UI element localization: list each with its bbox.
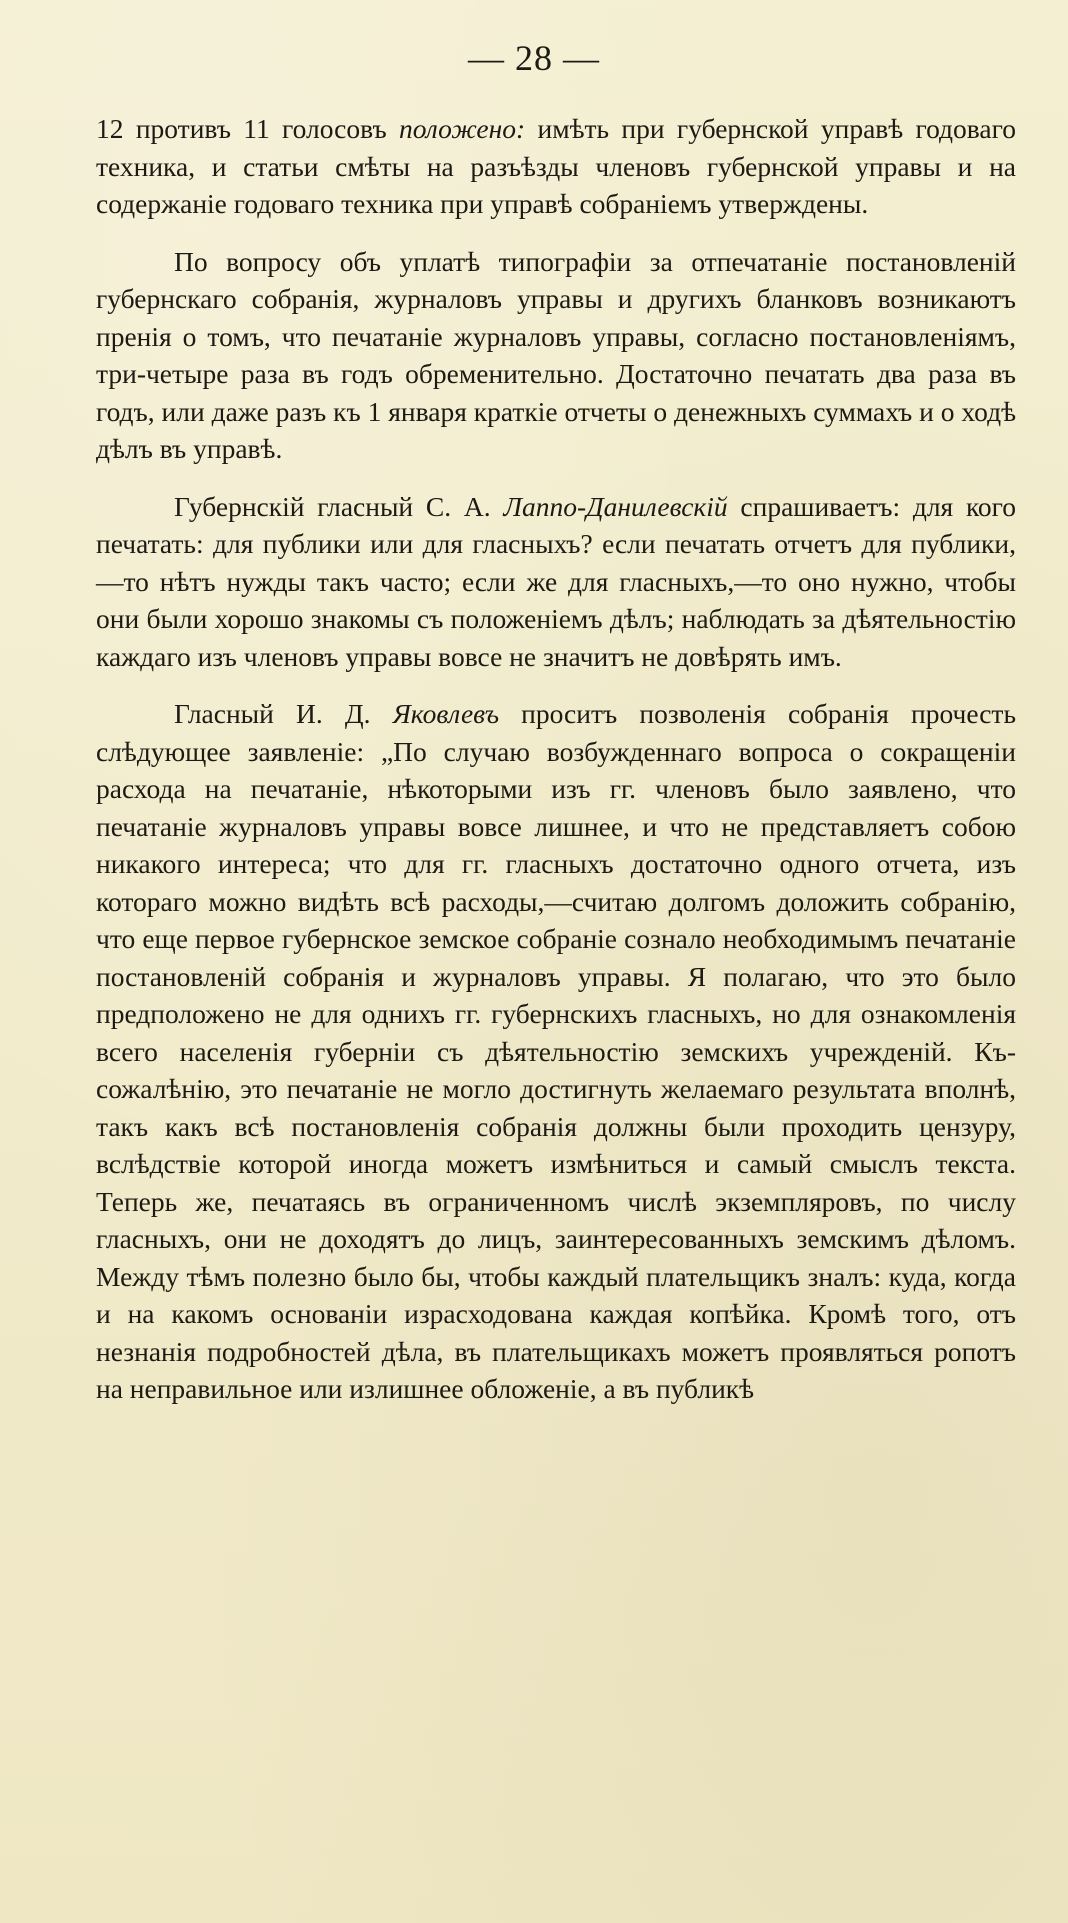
paragraph-1	[96, 110, 1016, 223]
paragraph-4-segment-1: Гласный И. Д.	[174, 698, 393, 729]
page-number: — 28 —	[468, 38, 600, 78]
paragraph-2	[96, 243, 1016, 468]
paragraph-1-segment-3: имѣть при губернской управѣ годоваго техника, и статьи смѣты на разъѣзды членовъ губернской управы и на содержаніе годоваго техника при управѣ собраніемъ утверждены.	[96, 113, 1016, 219]
paragraph-2-segment-1: По вопросу объ уплатѣ типографіи за отпечатаніе постановленій губернскаго собранія, журналовъ управы и другихъ бланковъ возникаютъ пренія о томъ, что печатаніе журналовъ управы, согласно постановленіямъ, три-четыре раза въ годъ обременительно. Достаточно печатать два раза въ годъ, или даже разъ къ 1 января краткіе отчеты о денежныхъ суммахъ и о ходѣ дѣлъ въ управѣ.	[96, 245, 1016, 464]
paragraph-3-segment-2: Лаппо-Данилевскій	[503, 490, 728, 522]
document-body	[96, 110, 1016, 1408]
paragraph-4	[96, 695, 1016, 1408]
paragraph-3	[96, 488, 1016, 676]
paragraph-1-segment-1: 12 противъ 11 голосовъ	[96, 113, 399, 144]
paragraph-4-segment-3: проситъ позволенія собранія прочесть слѣдующее заявленіе: „По случаю возбужденнаго вопроса о сокращеніи расхода на печатаніе, нѣкоторыми изъ гг. членовъ было заявлено, что печатаніе журналовъ управы вовсе лишнее, и что не представляетъ собою никакого интереса; что для гг. гласныхъ достаточно одного отчета, изъ котораго можно видѣть всѣ расходы,—считаю долгомъ доложить собранію, что еще первое губернское земское собраніе сознало необходимымъ печатаніе постановленій собранія и журналовъ управы. Я полагаю, что это было предположено не для однихъ гг. губернскихъ гласныхъ, но для ознакомленія всего населенія губерніи съ дѣятельностію земскихъ учрежденій. Къ-сожалѣнію, это печатаніе не могло достигнуть желаемаго результата вполнѣ, такъ какъ всѣ постановленія собранія должны были проходить цензуру, вслѣдствіе которой иногда можетъ измѣниться и самый смыслъ текста. Теперь же, печатаясь въ ограниченномъ числѣ экземпляровъ, по числу гласныхъ, они не доходятъ до лицъ, заинтересованныхъ земскимъ дѣломъ. Между тѣмъ полезно было бы, чтобы каждый плательщикъ зналъ: куда, когда и на какомъ основаніи израсходована каждая копѣйка. Кромѣ того, отъ незнанія подробностей дѣла, въ плательщикахъ можетъ проявляться ропотъ на неправильное или излишнее обложеніе, а въ публикѣ	[96, 698, 1016, 1404]
paragraph-3-segment-1: Губернскій гласный С. А.	[174, 490, 504, 522]
paragraph-4-segment-2: Яковлевъ	[392, 698, 499, 729]
paragraph-1-segment-2: положено:	[398, 113, 526, 144]
paragraph-3-segment-3: спрашиваетъ: для кого печатать: для публики или для гласныхъ? если печатать отчетъ для публики,—то нѣтъ нужды такъ часто; если же для гласныхъ,—то оно нужно, чтобы они были хорошо знакомы съ положеніемъ дѣлъ; наблюдать за дѣятельностію каждаго изъ членовъ управы вовсе не значитъ не довѣрять имъ.	[96, 490, 1017, 672]
